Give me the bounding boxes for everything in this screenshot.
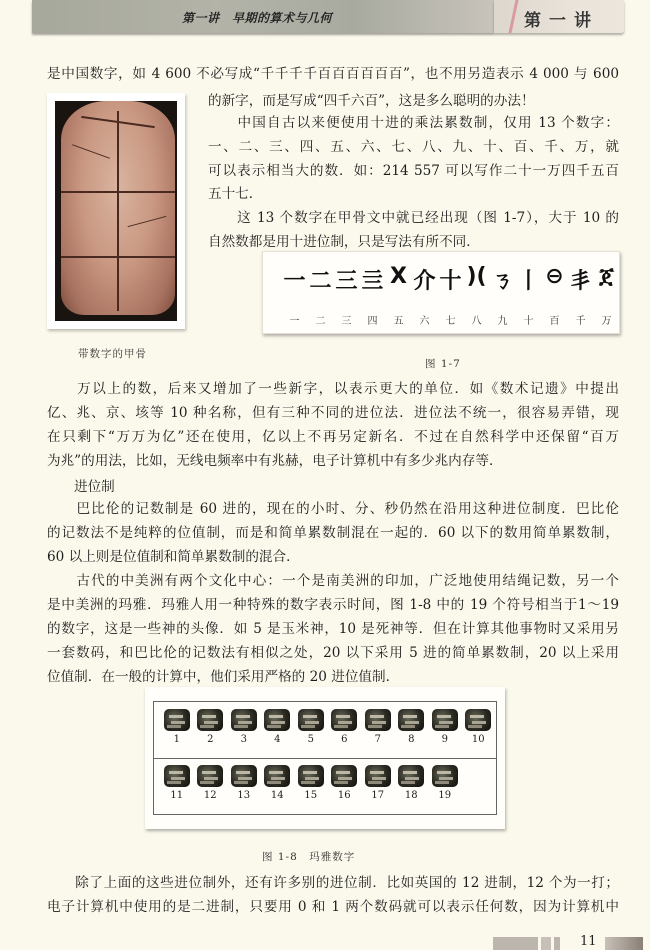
maya-row-1 <box>160 709 495 745</box>
text-line: 是中美洲的玛雅．玛雅人用一种特殊的数字表示时间，图 1-8 中的 19 个符号相当于1～19 <box>47 597 619 613</box>
maya-numeral <box>261 709 295 745</box>
maya-numeral <box>428 709 462 745</box>
text-line: 的数字，这是一些神的头像．如 5 是玉米神，10 是死神等．但在计算其他事物时又采用另 <box>47 621 619 637</box>
numeral-label: 三 <box>341 316 352 327</box>
maya-glyph-icon <box>197 765 223 787</box>
oracle-glyph: ⊖ <box>545 264 564 289</box>
chapter-tag: 第一讲 <box>524 11 599 31</box>
maya-numeral <box>294 765 328 801</box>
footer-bar <box>554 937 560 950</box>
numeral-label: 九 <box>497 316 508 327</box>
section-title: 第一讲 早期的算术与几何 <box>182 11 333 25</box>
oracle-glyph: 丨 <box>517 269 540 294</box>
text-line: 60 以上则是位值制和简单累数制的混合． <box>47 549 300 565</box>
maya-glyph-icon <box>231 709 257 731</box>
maya-numeral <box>328 765 362 801</box>
text-line: 除了上面的这些进位制外，还有许多别的进位制．比如英国的 12 进制，12 个为一打； <box>47 875 619 891</box>
maya-number-label: 4 <box>274 734 281 745</box>
numeral-label: 六 <box>419 316 430 327</box>
maya-number-label: 10 <box>471 734 485 745</box>
maya-glyph-icon <box>264 709 290 731</box>
maya-number-label: 8 <box>408 734 415 745</box>
text-line: 是中国数字，如 4 600 不必写成“千千千千百百百百百百”，也不用另造表示 4 000 与 600 <box>47 66 619 82</box>
text-line: 可以表示相当大的数．如：214 557 可以写作二十一万四千五百 <box>208 163 619 179</box>
maya-numeral <box>194 765 228 801</box>
oracle-glyph: Ⅹ <box>390 264 407 289</box>
maya-number-label: 9 <box>441 734 448 745</box>
maya-number-label: 14 <box>270 790 284 801</box>
oracle-glyph: 亖 <box>361 269 384 294</box>
text-line: 万以上的数，后来又增加了一些新字，以表示更大的单位．如《数术记遗》中提出 <box>47 381 619 397</box>
numeral-label: 二 <box>315 316 326 327</box>
maya-row-2 <box>160 765 462 801</box>
page-number: 11 <box>580 934 597 949</box>
maya-glyph-icon <box>331 709 357 731</box>
maya-glyph-icon <box>398 709 424 731</box>
text-line: 巴比伦的记数制是 60 进的，现在的小时、分、秒仍然在沿用这种进位制度．巴比伦 <box>47 501 619 517</box>
maya-numeral <box>462 709 496 745</box>
maya-glyph-icon <box>164 709 190 731</box>
maya-number-label: 12 <box>203 790 217 801</box>
maya-glyph-icon <box>264 765 290 787</box>
turtle-shell <box>61 101 175 315</box>
maya-numeral <box>395 709 429 745</box>
decorative-stroke <box>508 0 518 33</box>
header-band <box>32 0 494 33</box>
text-line: 一、二、三、四、五、六、七、八、九、十、百、千、万，就 <box>208 139 619 155</box>
oracle-glyph: 二 <box>309 269 332 294</box>
maya-numeral <box>428 765 462 801</box>
text-line: 这 13 个数字在甲骨文中就已经出现（图 1-7），大于 10 的 <box>208 210 619 226</box>
numeral-label: 千 <box>575 316 586 327</box>
maya-glyph-icon <box>298 709 324 731</box>
numeral-label: 四 <box>367 316 378 327</box>
maya-glyph-icon <box>465 709 491 731</box>
maya-number-label: 18 <box>404 790 418 801</box>
maya-number-label: 3 <box>240 734 247 745</box>
maya-numeral <box>294 709 328 745</box>
oracle-numeral-row <box>283 264 618 295</box>
maya-number-label: 2 <box>207 734 214 745</box>
maya-number-label: 6 <box>341 734 348 745</box>
text-line: 一套数码，和巴比伦的记数法有相似之处，20 以下采用 5 进的简单累数制，20 以上采用 <box>47 645 619 661</box>
footer-bar <box>541 937 551 950</box>
maya-numeral <box>227 765 261 801</box>
text-line: 为兆”的用法，比如，无线电频率中有兆赫，电子计算机中有多少兆内存等． <box>47 453 503 469</box>
footer-bar <box>605 937 643 950</box>
maya-numeral <box>227 709 261 745</box>
maya-glyph-icon <box>298 765 324 787</box>
maya-glyph-icon <box>164 765 190 787</box>
numeral-label: 万 <box>601 316 612 327</box>
oracle-glyph: 十 <box>439 269 462 294</box>
numeral-label: 七 <box>445 316 456 327</box>
oracle-bone-photo <box>47 93 185 329</box>
maya-numeral <box>160 709 194 745</box>
oracle-glyph: 丯 <box>569 269 592 294</box>
maya-number-label: 13 <box>237 790 251 801</box>
numeral-label: 十 <box>523 316 534 327</box>
figure-1-7-caption: 图 1-7 <box>425 358 461 370</box>
maya-number-label: 16 <box>337 790 351 801</box>
maya-number-label: 19 <box>438 790 452 801</box>
oracle-glyph: 三 <box>335 269 358 294</box>
maya-numeral <box>361 709 395 745</box>
text-line: 电子计算机中使用的是二进制，只要用 0 和 1 两个数码就可以表示任何数，因为计算机中 <box>47 899 619 915</box>
maya-number-label: 5 <box>307 734 314 745</box>
maya-glyph-icon <box>432 765 458 787</box>
maya-glyph-icon <box>331 765 357 787</box>
numeral-label: 一 <box>289 316 300 327</box>
table-divider <box>154 758 496 759</box>
maya-numeral <box>395 765 429 801</box>
text-line: 自然数都是用十进位制，只是写法有所不同． <box>208 234 480 250</box>
maya-numerals-table <box>153 701 497 815</box>
maya-glyph-icon <box>432 709 458 731</box>
maya-glyph-icon <box>197 709 223 731</box>
maya-number-label: 17 <box>371 790 385 801</box>
text-line: 古代的中美洲有两个文化中心：一个是南美洲的印加，广泛地使用结绳记数，另一个 <box>47 573 619 589</box>
maya-numeral <box>160 765 194 801</box>
oracle-glyph: )( <box>466 264 487 289</box>
oracle-photo-caption: 带数字的甲骨 <box>78 348 147 360</box>
numeral-label: 八 <box>471 316 482 327</box>
maya-number-label: 15 <box>304 790 318 801</box>
maya-glyph-icon <box>365 709 391 731</box>
maya-number-label: 11 <box>170 790 184 801</box>
oracle-glyph: 一 <box>283 269 306 294</box>
oracle-glyph: 介 <box>413 269 436 294</box>
oracle-bone-image <box>55 101 177 321</box>
maya-glyph-icon <box>398 765 424 787</box>
numeral-label: 百 <box>549 316 560 327</box>
maya-number-label: 1 <box>173 734 180 745</box>
text-line: 亿、兆、京、垓等 10 种名称，但有三种不同的进位法．进位法不统一，很容易弄错，现 <box>47 405 619 421</box>
text-line: 位值制．在一般的计算中，他们采用严格的 20 进位值制． <box>47 669 400 685</box>
figure-1-7 <box>262 251 620 334</box>
numeral-label: 五 <box>393 316 404 327</box>
maya-glyph-icon <box>231 765 257 787</box>
figure-1-8 <box>145 687 505 829</box>
text-line: 五十七． <box>208 186 263 202</box>
oracle-glyph: ጀ <box>599 264 614 289</box>
maya-glyph-icon <box>365 765 391 787</box>
maya-numeral <box>328 709 362 745</box>
text-line: 在只剩下“万万为亿”还在使用，亿以上不再另定新名．不过在自然科学中还保留“百万 <box>47 429 619 445</box>
text-line: 中国自古以来便使用十进的乘法累数制，仅用 13 个数字： <box>208 115 619 131</box>
oracle-glyph: ㄋ <box>491 269 514 294</box>
section-heading: 进位制 <box>74 479 115 495</box>
maya-numeral <box>361 765 395 801</box>
modern-numeral-row <box>283 312 618 327</box>
text-line: 的记数法不是纯粹的位值制，而是和简单累数制混在一起的．60 以下的数用简单累数制， <box>47 525 619 541</box>
text-line: 的新字，而是写成“四千六百”，这是多么聪明的办法！ <box>208 93 535 109</box>
maya-numeral <box>194 709 228 745</box>
maya-number-label: 7 <box>374 734 381 745</box>
footer-bar <box>493 937 538 950</box>
figure-1-8-caption: 图 1-8 玛雅数字 <box>262 851 356 863</box>
maya-numeral <box>261 765 295 801</box>
